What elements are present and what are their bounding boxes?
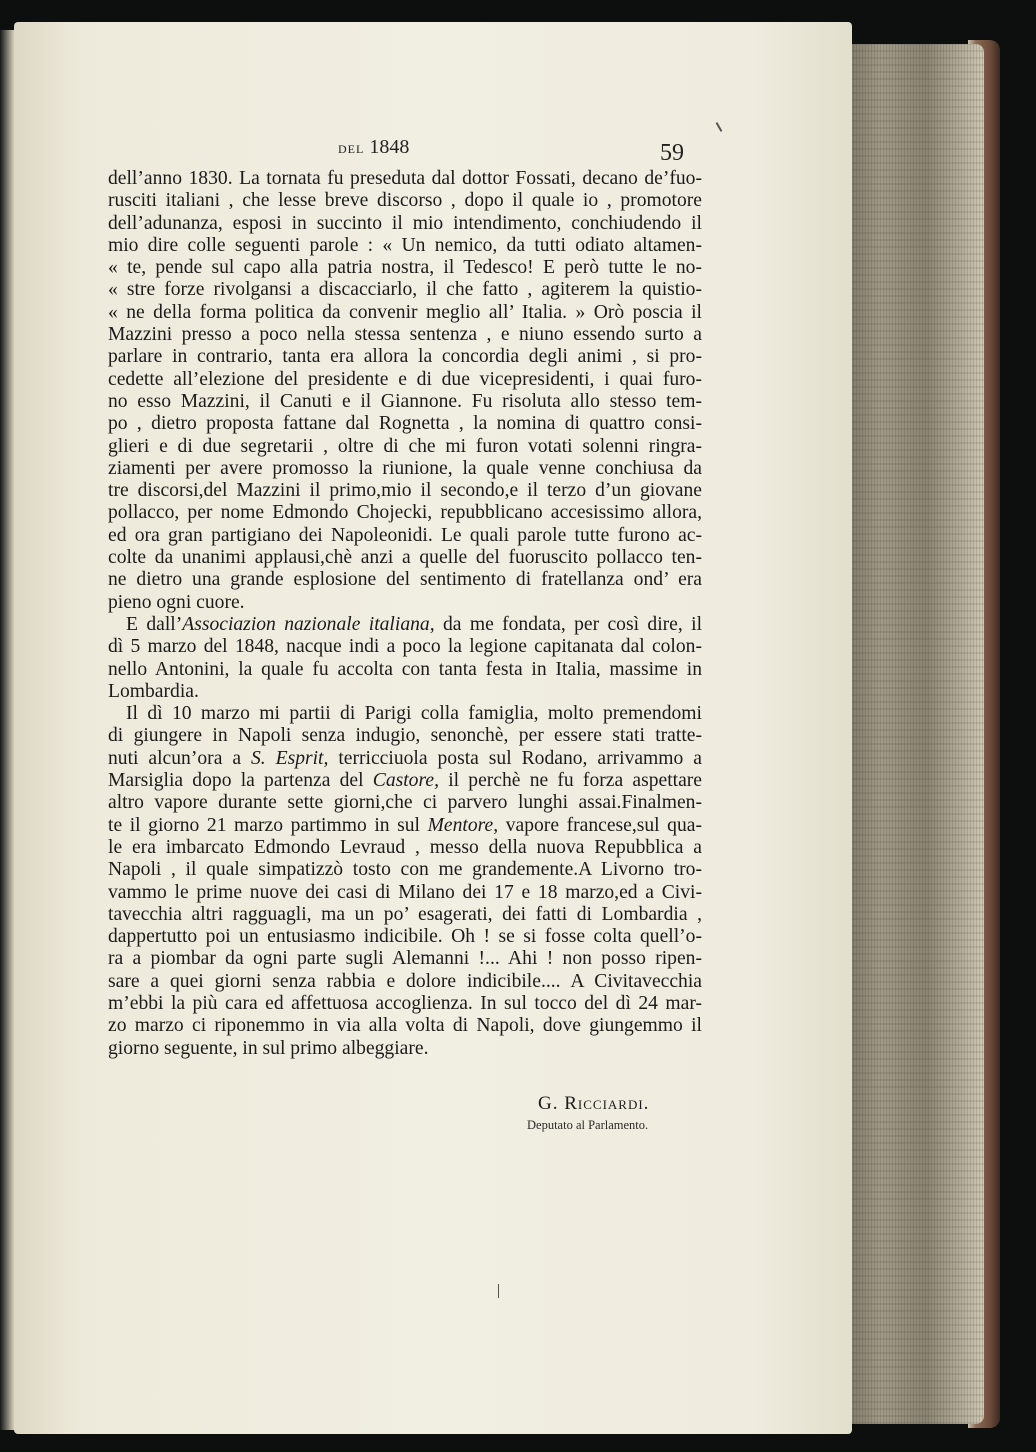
running-head	[338, 136, 409, 159]
text-line: mio dire colle seguenti parole : « Un nemico, da tutti odiato altamen-	[108, 234, 702, 256]
italic-ship: Mentore,	[427, 814, 499, 836]
book-fore-edge	[838, 44, 984, 1424]
text-line: po , dietro proposta fattane dal Rognetta , la nomina di quattro consi-	[108, 413, 702, 435]
text-line: di giungere in Napoli senza indugio, senonchè, per essere stati tratte-	[108, 725, 702, 747]
paper-speck	[498, 1284, 499, 1298]
signature	[538, 1093, 649, 1115]
text-line: nuti alcun’ora a S. Esprit, terricciuola posta sul Rodano, arrivammo a	[108, 747, 702, 769]
text-line: « te, pende sul capo alla patria nostra, il Tedesco! E però tutte le no-	[108, 257, 702, 279]
text-line: dì 5 marzo del 1848, nacque indi a poco la legione capitanata dal colon-	[108, 636, 702, 658]
text-line: Mazzini presso a poco nella stessa sentenza , e niuno essendo surto a	[108, 324, 702, 346]
text-line: ed ora gran partigiano dei Napoleonidi. Le quali parole tutte furono ac-	[108, 524, 702, 546]
text-line: E dall’Associazion nazionale italiana, da me fondata, per così dire, il	[126, 613, 703, 635]
text-line: Napoli , il quale simpatizzò tosto con me grandemente.A Livorno tro-	[108, 859, 702, 881]
text-line: giorno seguente, in sul primo albeggiare.	[108, 1037, 429, 1059]
text-line: nello Antonini, la quale fu accolta con tanta festa in Italia, massime in	[108, 658, 702, 680]
text-line: Lombardia.	[108, 680, 199, 702]
text-line: « stre forze rivolgansi a discacciarlo, il che fatto , agiterem la quistio-	[108, 279, 702, 301]
signature-title: Deputato al Parlamento.	[527, 1118, 649, 1132]
text-line: Marsiglia dopo la partenza del Castore, il perchè ne fu forza aspettare	[108, 770, 702, 792]
text-line: pollacco, per nome Edmondo Chojecki, repubblicano accesissimo allora,	[108, 502, 702, 524]
text-line: dappertutto poi un entusiasmo indicibile. Oh ! se si fosse colta quell’o-	[108, 926, 702, 948]
signature-initial: G.	[538, 1093, 559, 1114]
text-line: « ne della forma politica da convenir meglio all’ Italia. » Orò poscia il	[108, 301, 702, 323]
text-line: ne dietro una grande esplosione del sentimento di fratellanza ond’ era	[108, 569, 702, 591]
text-line: le era imbarcato Edmondo Levraud , messo della nuova Repubblica a	[108, 836, 702, 858]
text-line: no esso Mazzini, il Canuti e il Giannone. Fu risoluta allo stesso tem-	[108, 390, 702, 412]
text-line: vammo le prime nuove dei casi di Milano dei 17 e 18 marzo,ed a Civi-	[108, 881, 702, 903]
text-line: dell’adunanza, esposi in succinto il mio intendimento, conchiudendo il	[108, 212, 702, 234]
text-line: zo marzo ci riponemmo in via alla volta di Napoli, dove giungemmo il	[108, 1015, 702, 1037]
text-line: parlare in contrario, tanta era allora la concordia degli animi , si pro-	[108, 346, 702, 368]
text-line: colte da unanimi applausi,chè anzi a quelle del fuoruscito pollacco ten-	[108, 547, 702, 569]
text-line: dell’anno 1830. La tornata fu preseduta dal dottor Fossati, decano de’fuo-	[108, 168, 702, 189]
paragraph-1	[108, 168, 702, 614]
running-head-prefix: del	[338, 138, 365, 157]
text-line: glieri e di due segretarii , oltre di che mi furon votati solenni ringra-	[108, 435, 702, 457]
text-line: cedette all’elezione del presidente e di due vicepresidenti, i quai furo-	[108, 368, 702, 390]
text-line: m’ebbi la più cara ed affettuosa accoglienza. In sul tocco del dì 24 mar-	[108, 992, 702, 1014]
text-line: pieno ogni cuore.	[108, 591, 245, 613]
italic-title: Associazion nazionale italiana,	[182, 613, 435, 635]
text-line: ra a piombar da ogni parte sugli Alemanni !... Ahi ! non posso ripen-	[108, 948, 702, 970]
text-line: tre discorsi,del Mazzini il primo,mio il secondo,e il terzo d’un giovane	[108, 480, 702, 502]
italic-ship: Castore,	[372, 770, 439, 792]
paragraph-2	[108, 614, 702, 703]
text-line: ziamenti per avere promosso la riunione, la quale venne conchiusa da	[108, 457, 702, 479]
page-body	[108, 168, 702, 1060]
running-head-year: 1848	[369, 136, 410, 158]
text-line: rusciti italiani , che lesse breve discorso , dopo il quale io , promotore	[108, 190, 702, 212]
italic-place: S. Esprit,	[250, 747, 329, 769]
text-line: sare a quei giorni senza rabbia e dolore indicibile.... A Civitavecchia	[108, 970, 702, 992]
page-number: 59	[660, 140, 684, 166]
text-line: Il dì 10 marzo mi partii di Parigi colla famiglia, molto premendomi	[126, 703, 702, 725]
text-line: altro vapore durante sette giorni,che ci parvero lunghi assai.Finalmen-	[108, 792, 702, 814]
text-line: tavecchia altri ragguagli, ma un po’ esagerati, dei fatti di Lombardia ,	[108, 903, 702, 925]
signature-surname: Ricciardi.	[564, 1093, 650, 1114]
paragraph-3	[108, 703, 702, 1060]
text-line: te il giorno 21 marzo partimmo in sul Mentore, vapore francese,sul qua-	[108, 814, 702, 836]
